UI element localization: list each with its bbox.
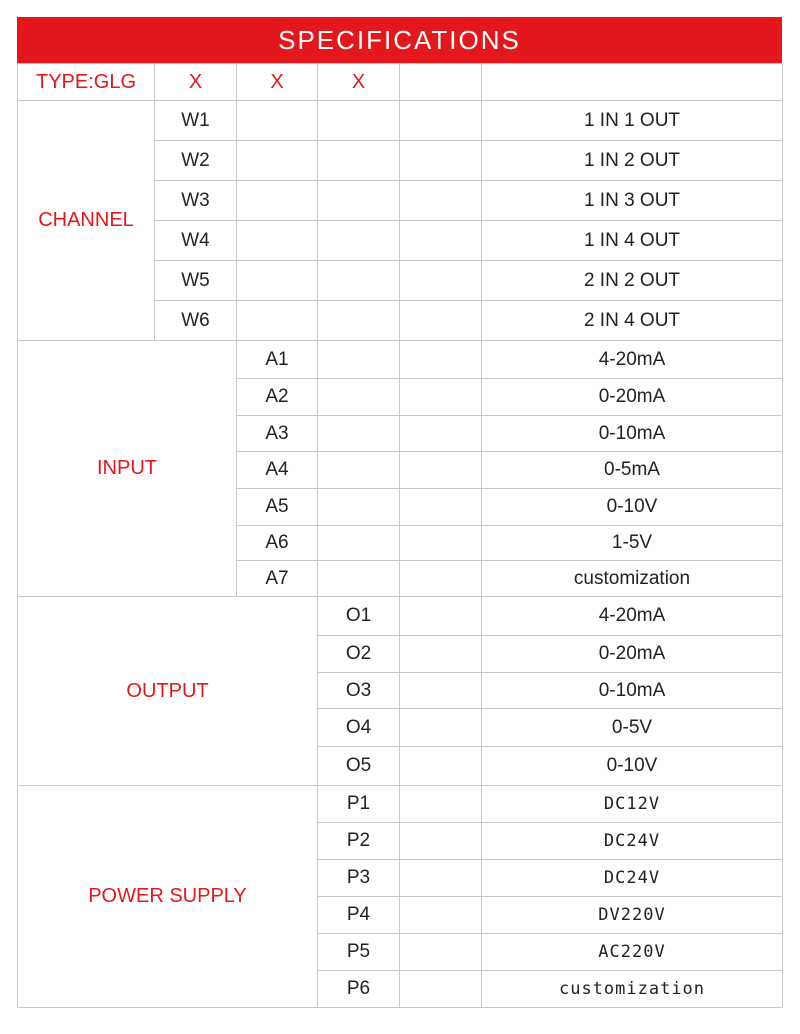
input-code: A3 [237,416,318,452]
input-section [18,341,783,597]
input-code: A6 [237,526,318,561]
power-value: customization [482,971,783,1008]
spec-title: SPECIFICATIONS [278,24,521,55]
channel-empty-cell [237,261,318,301]
type-x3: X [318,64,400,101]
input-label: INPUT [18,341,237,597]
channel-empty-cell [400,261,482,301]
output-empty-cell [400,747,482,786]
power-code: P1 [318,786,400,823]
power-code: P2 [318,823,400,860]
power-value: AC220V [482,934,783,971]
output-value: 0-10mA [482,673,783,709]
input-code: A1 [237,341,318,379]
power-empty-cell [400,823,482,860]
channel-empty-cell [400,141,482,181]
channel-label: CHANNEL [18,101,155,341]
input-empty-cell [400,561,482,597]
input-code: A7 [237,561,318,597]
output-empty-cell [400,597,482,636]
power-value: DC24V [482,823,783,860]
channel-row [18,101,783,141]
input-empty-cell [400,452,482,489]
input-value: 4-20mA [482,341,783,379]
channel-empty-cell [318,141,400,181]
output-code: O3 [318,673,400,709]
channel-empty-cell [237,221,318,261]
channel-value: 1 IN 1 OUT [482,101,783,141]
output-empty-cell [400,709,482,747]
input-value: 0-10mA [482,416,783,452]
power-section [18,786,783,1008]
channel-code: W1 [155,101,237,141]
output-value: 0-20mA [482,636,783,673]
output-label: OUTPUT [18,597,318,786]
input-empty-cell [318,561,400,597]
type-x2: X [237,64,318,101]
channel-empty-cell [237,181,318,221]
channel-code: W4 [155,221,237,261]
power-row [18,786,783,823]
type-x1: X [155,64,237,101]
type-empty-2 [482,64,783,101]
output-value: 0-5V [482,709,783,747]
channel-value: 1 IN 4 OUT [482,221,783,261]
channel-empty-cell [400,101,482,141]
power-empty-cell [400,860,482,897]
channel-code: W6 [155,301,237,341]
spec-sheet [17,17,782,1008]
channel-code: W5 [155,261,237,301]
power-code: P4 [318,897,400,934]
power-empty-cell [400,897,482,934]
power-value: DC24V [482,860,783,897]
input-empty-cell [318,379,400,416]
channel-empty-cell [237,141,318,181]
input-empty-cell [318,452,400,489]
input-value: 0-20mA [482,379,783,416]
input-empty-cell [318,489,400,526]
channel-empty-cell [400,301,482,341]
power-code: P3 [318,860,400,897]
type-row [18,64,783,101]
channel-empty-cell [400,181,482,221]
input-row [18,341,783,379]
channel-value: 2 IN 4 OUT [482,301,783,341]
power-code: P5 [318,934,400,971]
output-value: 4-20mA [482,597,783,636]
input-empty-cell [400,379,482,416]
output-code: O5 [318,747,400,786]
input-value: 1-5V [482,526,783,561]
output-code: O4 [318,709,400,747]
input-value: 0-10V [482,489,783,526]
power-code: P6 [318,971,400,1008]
channel-empty-cell [318,181,400,221]
channel-code: W2 [155,141,237,181]
input-empty-cell [400,489,482,526]
output-empty-cell [400,636,482,673]
type-empty-1 [400,64,482,101]
input-empty-cell [400,341,482,379]
channel-empty-cell [237,301,318,341]
channel-empty-cell [318,261,400,301]
channel-empty-cell [318,221,400,261]
power-value: DC12V [482,786,783,823]
output-row [18,597,783,636]
input-value: 0-5mA [482,452,783,489]
output-value: 0-10V [482,747,783,786]
input-empty-cell [400,416,482,452]
input-empty-cell [318,341,400,379]
power-label: POWER SUPPLY [18,786,318,1008]
channel-empty-cell [400,221,482,261]
channel-code: W3 [155,181,237,221]
power-value: DV220V [482,897,783,934]
input-empty-cell [318,416,400,452]
channel-value: 1 IN 2 OUT [482,141,783,181]
input-empty-cell [318,526,400,561]
input-code: A4 [237,452,318,489]
type-label: TYPE:GLG [18,64,155,101]
input-code: A2 [237,379,318,416]
channel-value: 1 IN 3 OUT [482,181,783,221]
power-empty-cell [400,934,482,971]
input-value: customization [482,561,783,597]
output-section [18,597,783,786]
output-empty-cell [400,673,482,709]
input-empty-cell [400,526,482,561]
spec-header [17,17,782,63]
channel-empty-cell [318,301,400,341]
channel-empty-cell [318,101,400,141]
channel-empty-cell [237,101,318,141]
input-code: A5 [237,489,318,526]
channel-value: 2 IN 2 OUT [482,261,783,301]
spec-table [17,63,783,1008]
power-empty-cell [400,971,482,1008]
output-code: O2 [318,636,400,673]
channel-section [18,101,783,341]
power-empty-cell [400,786,482,823]
output-code: O1 [318,597,400,636]
